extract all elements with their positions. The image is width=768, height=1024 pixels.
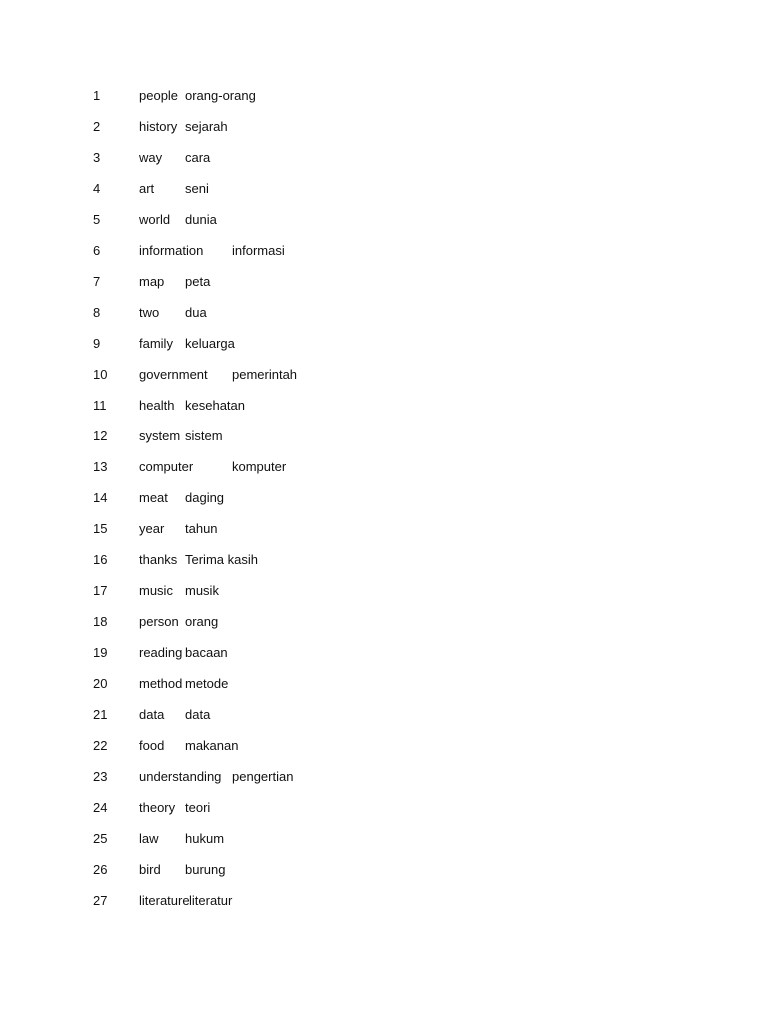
english-word: theory xyxy=(139,799,176,815)
item-number: 21 xyxy=(93,707,108,722)
item-number: 1 xyxy=(93,88,101,103)
indonesian-translation: keluarga xyxy=(185,335,235,351)
english-word: thanks xyxy=(139,552,178,568)
indonesian-translation: Terima kasih xyxy=(185,552,258,568)
item-number: 17 xyxy=(93,583,108,599)
english-word: literature xyxy=(139,892,190,908)
item-number: 20 xyxy=(93,676,108,692)
indonesian-translation: peta xyxy=(185,273,211,289)
item-number: 7 xyxy=(93,273,101,289)
english-word: system xyxy=(139,428,181,444)
item-number: 2 xyxy=(93,118,101,134)
english-word: reading xyxy=(139,645,183,661)
indonesian-translation: hukum xyxy=(185,830,225,846)
english-word: bird xyxy=(139,861,161,877)
indonesian-translation: komputer xyxy=(232,459,287,475)
indonesian-translation: orang xyxy=(185,614,219,630)
indonesian-translation: literatur xyxy=(189,892,233,908)
item-number: 23 xyxy=(93,768,108,784)
item-number: 24 xyxy=(93,799,108,815)
item-number: 18 xyxy=(93,614,108,630)
item-number: 10 xyxy=(93,366,108,382)
indonesian-translation: pengertian xyxy=(232,768,294,784)
item-number: 26 xyxy=(93,861,108,877)
item-number: 19 xyxy=(93,645,108,661)
english-word: government xyxy=(139,366,208,382)
item-number: 9 xyxy=(93,335,101,351)
indonesian-translation: burung xyxy=(185,861,226,877)
item-number: 15 xyxy=(93,521,108,537)
indonesian-translation: dunia xyxy=(185,211,217,227)
english-word: way xyxy=(139,149,163,165)
indonesian-translation: seni xyxy=(185,180,209,196)
item-number: 12 xyxy=(93,428,108,444)
item-number: 6 xyxy=(93,242,101,258)
indonesian-translation: data xyxy=(185,707,211,722)
item-number: 5 xyxy=(93,211,101,227)
english-word: computer xyxy=(139,459,194,475)
indonesian-translation: sejarah xyxy=(185,118,228,134)
english-word: health xyxy=(139,397,175,413)
indonesian-translation: cara xyxy=(185,149,211,165)
indonesian-translation: informasi xyxy=(232,242,285,258)
indonesian-translation: makanan xyxy=(185,737,239,753)
english-word: law xyxy=(139,830,159,846)
english-word: year xyxy=(139,521,165,537)
indonesian-translation: dua xyxy=(185,304,207,320)
item-number: 4 xyxy=(93,180,101,196)
english-word: people xyxy=(139,88,179,103)
indonesian-translation: daging xyxy=(185,490,225,506)
english-word: understanding xyxy=(139,768,222,784)
indonesian-translation: musik xyxy=(185,583,219,599)
english-word: art xyxy=(139,180,155,196)
english-word: music xyxy=(139,583,173,599)
english-word: two xyxy=(139,304,160,320)
indonesian-translation: pemerintah xyxy=(232,366,298,382)
indonesian-translation: sistem xyxy=(185,428,223,444)
indonesian-translation: orang-orang xyxy=(185,88,256,103)
indonesian-translation: kesehatan xyxy=(185,397,245,413)
english-word: history xyxy=(139,118,178,134)
indonesian-translation: teori xyxy=(185,799,211,815)
english-word: map xyxy=(139,273,165,289)
indonesian-translation: bacaan xyxy=(185,645,228,661)
item-number: 13 xyxy=(93,459,108,475)
item-number: 3 xyxy=(93,149,101,165)
english-word: information xyxy=(139,242,204,258)
item-number: 25 xyxy=(93,830,108,846)
item-number: 8 xyxy=(93,304,101,320)
indonesian-translation: tahun xyxy=(185,521,218,537)
english-word: method xyxy=(139,676,183,692)
item-number: 27 xyxy=(93,892,108,908)
english-word: data xyxy=(139,707,165,722)
item-number: 16 xyxy=(93,552,108,568)
item-number: 11 xyxy=(93,397,107,413)
english-word: meat xyxy=(139,490,168,506)
english-word: family xyxy=(139,335,173,351)
english-word: person xyxy=(139,614,179,630)
item-number: 22 xyxy=(93,737,108,753)
english-word: world xyxy=(139,211,171,227)
item-number: 14 xyxy=(93,490,108,506)
indonesian-translation: metode xyxy=(185,676,229,692)
english-word: food xyxy=(139,737,165,753)
